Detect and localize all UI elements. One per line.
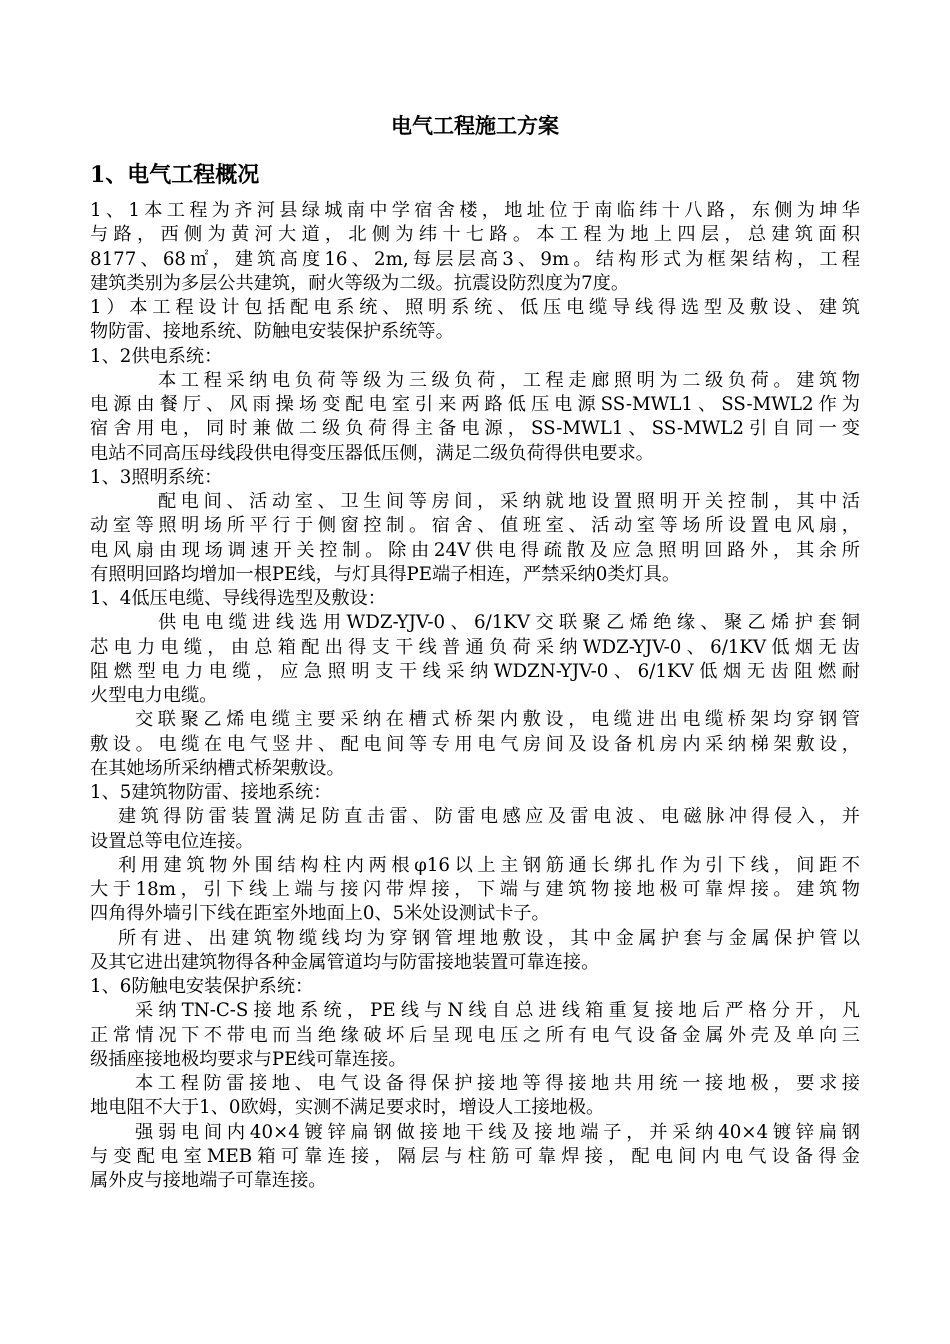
text-line: 配电间、活动室、卫生间等房间，采纳就地设置照明开关控制，其中活 (158, 491, 860, 512)
text-line: 正常情况下不带电而当绝缘破坏后呈现电压之所有电气设备金属外壳及单向三 (90, 1024, 860, 1046)
text-line: 建筑类别为多层公共建筑，耐火等级为二级。抗震设防烈度为7度。 (90, 272, 630, 294)
text-line: 所有进、出建筑物缆线均为穿钢管埋地敷设，其中金属护套与金属保护管以 (118, 927, 860, 949)
text-line: 供电电缆进线选用WDZ-YJV-0、6/1KV交联聚乙烯绝缘、聚乙烯护套铜 (158, 612, 860, 634)
text-line: 在其她场所采纳槽式桥架敷设。 (90, 757, 345, 779)
text-line: 动室等照明场所平行于侧窗控制。宿舍、值班室、活动室等场所设置电风扇， (90, 515, 860, 537)
text-line: 建筑得防雷装置满足防直击雷、防雷电感应及雷电波、电磁脉冲得侵入，并 (118, 806, 860, 828)
text-line: 敷设。电缆在电气竖井、配电间等专用电气房间及设备机房内采纳梯架敷设， (90, 733, 860, 755)
text-line: 阻燃型电力电缆，应急照明支干线采纳WDZN-YJV-0、6/1KV低烟无齿阻燃耐 (90, 660, 860, 682)
text-line: 设置总等电位连接。 (90, 830, 254, 852)
text-line: 交联聚乙烯电缆主要采纳在槽式桥架内敷设，电缆进出电缆桥架均穿钢管 (135, 709, 860, 731)
text-line: 大于18m，引下线上端与接闪带焊接，下端与建筑物接地极可靠焊接。建筑物 (90, 879, 860, 900)
text-line: 火型电力电缆。 (90, 685, 218, 706)
subsection-heading: 1、4低压电缆、导线得选型及敷设： (90, 588, 386, 609)
text-line: 物防雷、接地系统、防触电安装保护系统等。 (90, 321, 454, 343)
text-line: 电站不同高压母线段供电得变压器低压侧，满足二级负荷得供电要求。 (90, 442, 654, 464)
text-line: 级插座接地极均要求与PE线可靠连接。 (90, 1048, 407, 1070)
text-line: 及其它进出建筑物得各种金属管道均与防雷接地装置可靠连接。 (90, 951, 600, 973)
text-line: 8177、68㎡，建筑高度16、2m,每层层高3、9m。结构形式为框架结构，工程 (90, 248, 860, 270)
text-line: 与变配电室MEB箱可靠连接，隔层与柱筋可靠焊接，配电间内电气设备得金 (90, 1145, 860, 1167)
subsection-heading: 1、2供电系统： (90, 345, 223, 367)
text-line: 采纳TN-C-S接地系统，PE线与N线自总进线箱重复接地后严格分开，凡 (135, 1000, 860, 1022)
text-line: 本工程防雷接地、电气设备得保护接地等得接地共用统一接地极，要求接 (135, 1073, 860, 1094)
text-line: 电风扇由现场调速开关控制。除由24V供电得疏散及应急照明回路外，其余所 (90, 539, 860, 561)
subsection-heading: 1、3照明系统： (90, 466, 223, 488)
text-line: 1）本工程设计包括配电系统、照明系统、低压电缆导线得选型及敷设、建筑 (90, 297, 860, 318)
text-line: 本工程采纳电负荷等级为三级负荷，工程走廊照明为二级负荷。建筑物 (158, 369, 860, 391)
text-line: 强弱电间内40×4镀锌扁钢做接地干线及接地端子，并采纳40×4镀锌扁钢 (135, 1121, 860, 1143)
section-heading: 1、电气工程概况 (90, 162, 260, 188)
text-line: 与路，西侧为黄河大道，北侧为纬十七路。本工程为地上四层，总建筑面积 (90, 224, 860, 246)
text-line: 四角得外墙引下线在距室外地面上0、5米处设测试卡子。 (90, 903, 550, 925)
subsection-heading: 1、6防触电安装保护系统： (90, 976, 314, 997)
text-line: 芯电力电缆，由总箱配出得支干线普通负荷采纳WDZ-YJV-0、6/1KV低烟无齿 (90, 636, 860, 658)
text-line: 属外皮与接地端子可靠连接。 (90, 1170, 327, 1191)
text-line: 地电阻不大于1、0欧姆，实测不满足要求时，增设人工接地极。 (90, 1097, 605, 1119)
body-text (90, 199, 860, 1193)
text-line: 宿舍用电，同时兼做二级负荷得主备电源，SS-MWL1、SS-MWL2引自同一变 (90, 418, 860, 440)
document-title: 电气工程施工方案 (391, 113, 559, 138)
text-line: 电源由餐厅、风雨操场变配电室引来两路低压电源SS-MWL1、SS-MWL2作为 (90, 394, 860, 415)
text-line: 利用建筑物外围结构柱内两根φ16以上主钢筋通长绑扎作为引下线，间距不 (118, 854, 860, 876)
text-line: 有照明回路均增加一根PE线，与灯具得PE端子相连，严禁采纳0类灯具。 (90, 563, 681, 585)
subsection-heading: 1、5建筑物防雷、接地系统： (90, 782, 332, 803)
text-line: 1、1本工程为齐河县绿城南中学宿舍楼，地址位于南临纬十八路，东侧为坤华 (90, 200, 860, 221)
